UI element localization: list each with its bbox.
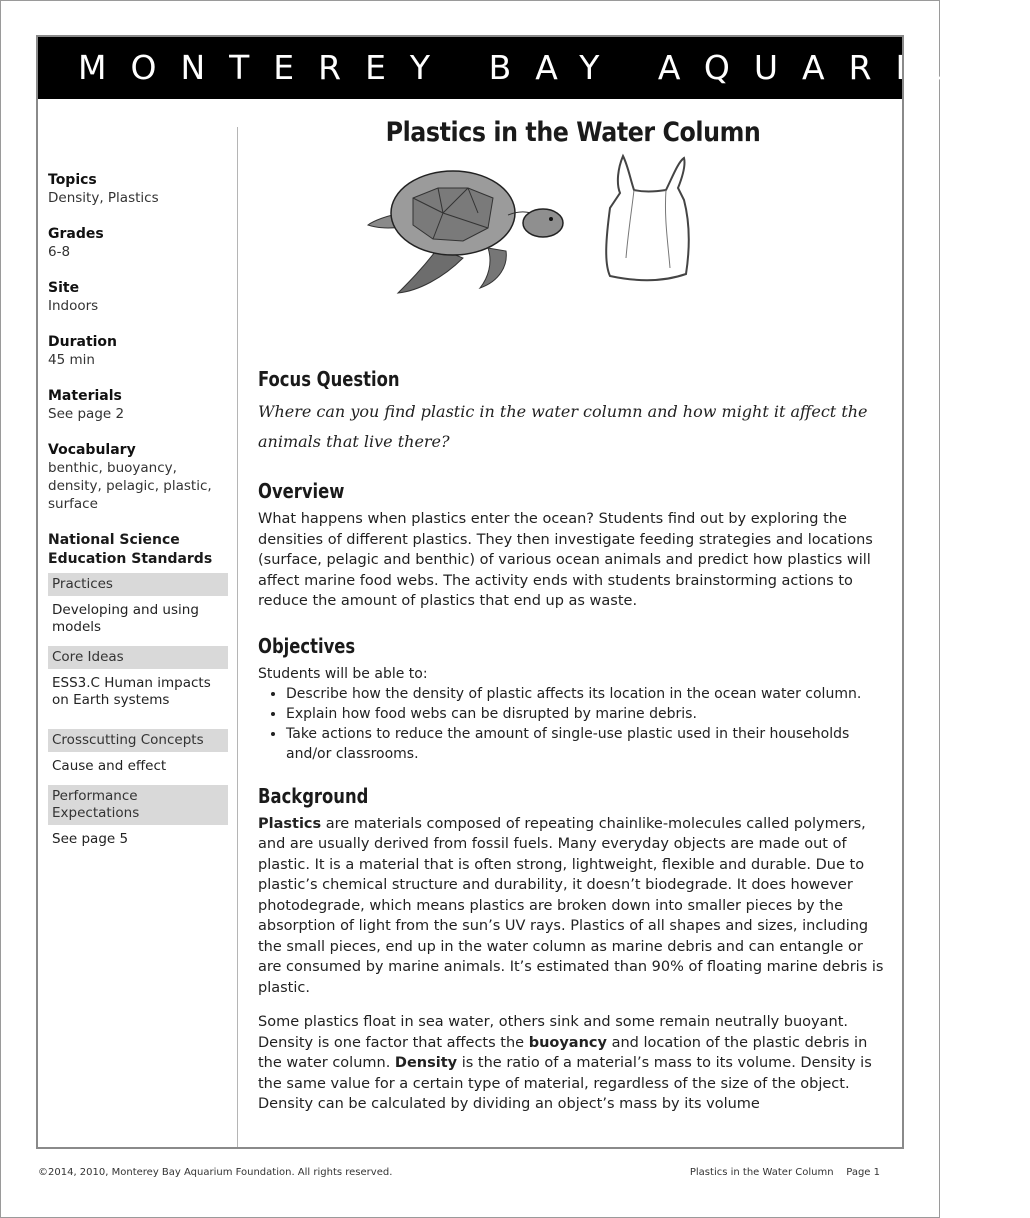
crosscutting-value: Cause and effect <box>52 758 167 774</box>
sidebar-value: Indoors <box>48 298 99 314</box>
standards-heading: National Science Education Standards <box>48 532 213 567</box>
background-heading: Background <box>258 783 369 808</box>
sidebar-topics <box>48 171 228 207</box>
overview-text: What happens when plastics enter the ocean? Students find out by exploring the densities of different plastics. They then investigate feeding strategies and locations (surface, pelagic and benthic) of various ocean animals and predict how plastics will affect marine food webs. The activity ends with students brainstorming actions to reduce the amount of plastics that end up as waste. <box>258 511 873 609</box>
sidebar-duration <box>48 333 228 369</box>
background-text: is the ratio of a material’s mass to its volume. Density is the same value for a certain type of material, regardless of the size of the object. Density can be calculated by dividing an object’s mass by its volume <box>258 1055 872 1112</box>
sidebar-label: Topics <box>48 172 97 188</box>
performance-value: See page 5 <box>52 831 129 847</box>
objectives-intro: Students will be able to: <box>258 665 428 682</box>
sidebar-value: 45 min <box>48 352 95 368</box>
practices-value: Developing and using models <box>52 602 199 635</box>
objectives-heading: Objectives <box>258 633 356 658</box>
practices-bar: Practices <box>48 573 228 596</box>
sidebar-value: Density, Plastics <box>48 190 159 206</box>
list-item: • Explain how food webs can be disrupted by marine debris. <box>286 704 888 724</box>
focus-question-heading: Focus Question <box>258 367 400 391</box>
illustrations <box>258 148 888 353</box>
background-paragraph-1 <box>258 814 888 999</box>
sidebar-grades <box>48 225 228 261</box>
performance-bar: Performance Expectations <box>48 785 228 825</box>
term-buoyancy: buoyancy <box>528 1034 607 1051</box>
crosscutting-bar: Crosscutting Concepts <box>48 729 228 752</box>
page-title: Plastics in the Water Column <box>385 117 761 148</box>
background-paragraph-2 <box>258 1012 888 1115</box>
sidebar-vocabulary <box>48 441 228 513</box>
list-item: • Describe how the density of plastic affects its location in the ocean water column. <box>286 684 888 704</box>
footer-copyright: ©2014, 2010, Monterey Bay Aquarium Foundation. All rights reserved. <box>38 1167 393 1178</box>
background-text: Some plastics float in sea water, others sink and some remain neutrally buoyant. Density is one factor that affects the <box>258 1014 849 1051</box>
document-sheet <box>36 35 1030 1149</box>
list-item: • Take actions to reduce the amount of single-use plastic used in their households and/or classrooms. <box>286 724 888 764</box>
sidebar-value: benthic, buoyancy, density, pelagic, plastic, surface <box>48 460 212 512</box>
core-ideas-value: ESS3.C Human impacts on Earth systems <box>52 675 211 708</box>
sea-turtle-icon <box>368 153 568 303</box>
footer-page-info <box>690 1167 880 1178</box>
sidebar-label: Materials <box>48 388 122 404</box>
term-plastics: Plastics <box>258 815 322 832</box>
sidebar-materials <box>48 387 228 423</box>
term-density: Density <box>394 1055 458 1071</box>
background-text: are materials composed of repeating chainlike-molecules called polymers, and are usually derived from fossil fuels. Many everyday objects are made out of plastic. It is a material that is often strong, lightweight, flexible and durable. Due to plastic’s chemical structure and durability, it doesn’t biodegrade. It does however photodegrade, which means plastics are broken down into smaller pieces by the absorption of light from the sun’s UV rays. Plastics of all shapes and sizes, including the small pieces, end up in the water column as marine debris and can entangle or are consumed by marine animals. It’s estimated than 90% of floating marine debris is plastic. <box>258 815 884 996</box>
objectives-list <box>258 684 888 764</box>
plastic-bag-icon <box>598 148 698 288</box>
footer-doc-title: Plastics in the Water Column <box>689 1167 834 1178</box>
sidebar-label: Vocabulary <box>48 442 136 458</box>
main-content <box>258 117 888 1115</box>
background-text: and location of the plastic debris in the water column. <box>258 1034 868 1071</box>
focus-question-text: Where can you find plastic in the water column and how might it affect the animals that live there? <box>258 402 868 451</box>
sidebar-value: 6-8 <box>48 244 71 260</box>
column-divider <box>237 127 238 1147</box>
footer-page-number: Page 1 <box>846 1167 880 1178</box>
overview-heading: Overview <box>258 479 345 503</box>
core-ideas-bar: Core Ideas <box>48 646 228 669</box>
sidebar-label: Site <box>48 280 80 296</box>
sidebar-label: Duration <box>48 334 118 350</box>
sidebar <box>48 171 228 854</box>
sidebar-label: Grades <box>48 226 104 242</box>
sidebar-value: See page 2 <box>48 406 125 422</box>
sidebar-site <box>48 279 228 315</box>
banner: MONTEREY BAY AQUARIUM <box>38 37 902 99</box>
